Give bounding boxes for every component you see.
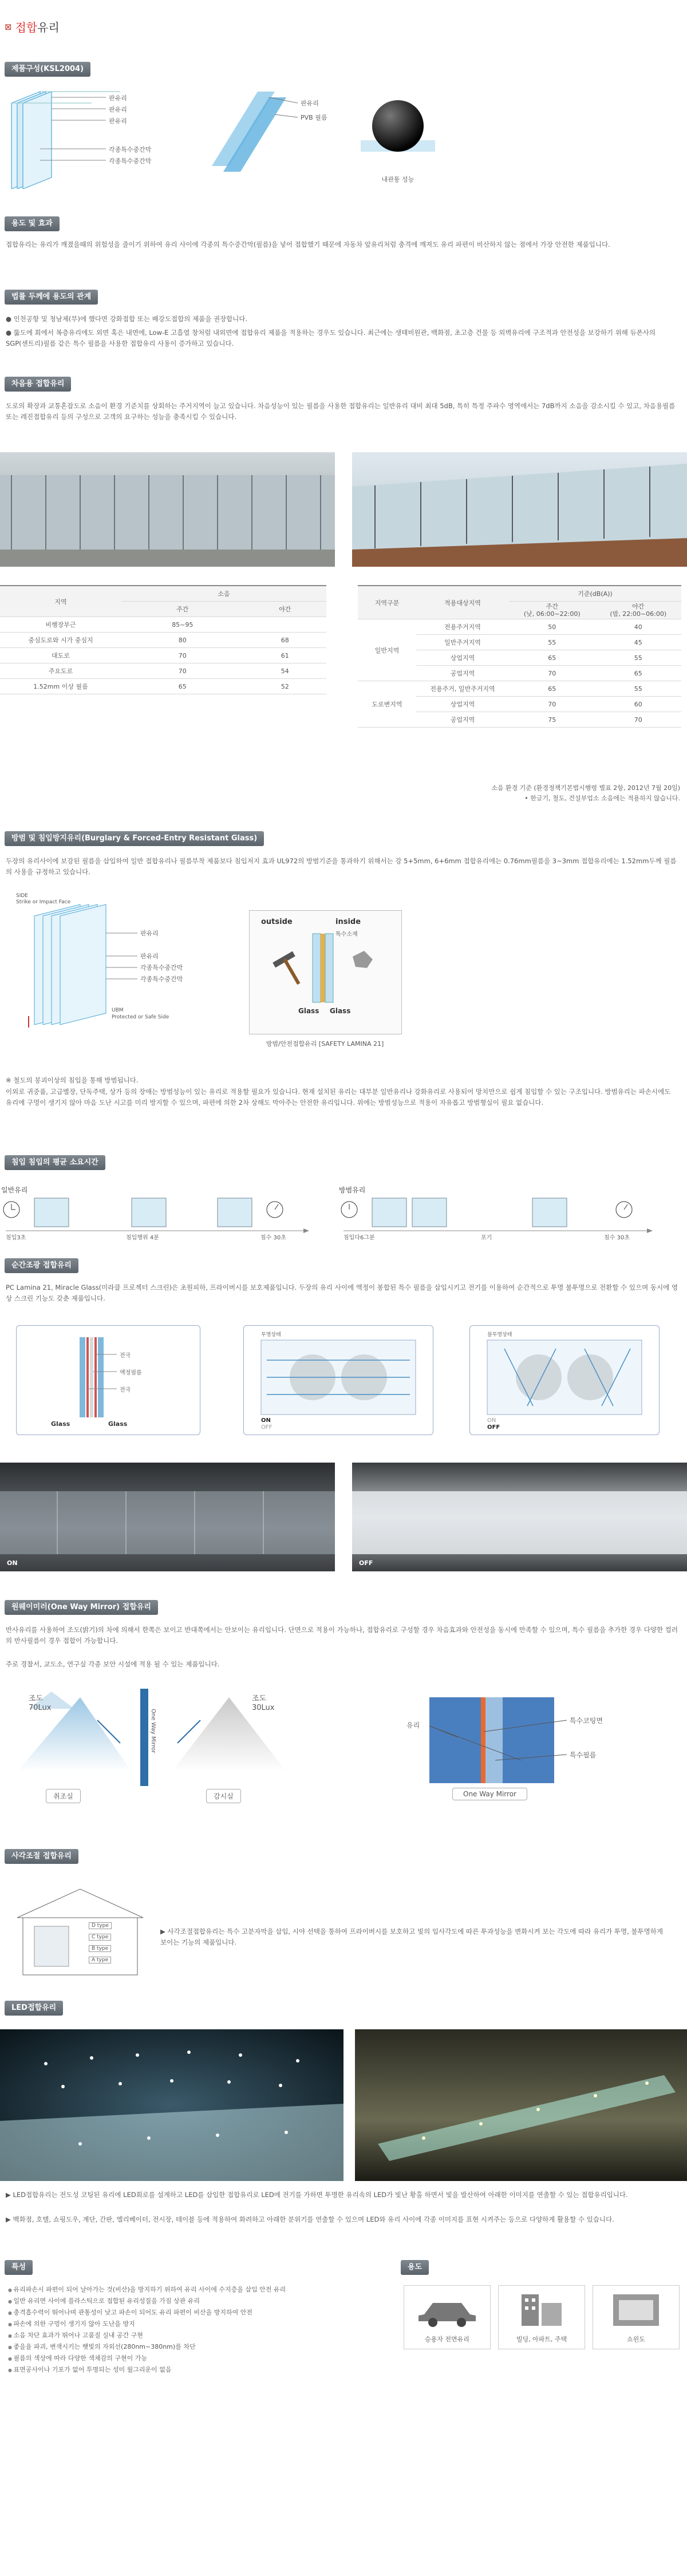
- noise-table-1: [0, 585, 326, 694]
- label-oneway-mirror: One Way Mirror: [452, 1788, 527, 1800]
- impact-caption: 내관통 성능: [381, 176, 414, 183]
- list-item: ● 충격흡수력이 뛰어나며 관통성이 낮고 파손이 되어도 유리 파편이 비산을 방지하여 안전: [8, 2307, 386, 2318]
- t2-col-day-sub: (낮, 06:00~22:00): [523, 610, 581, 618]
- safety-lamina-schema: [249, 910, 402, 1034]
- law-line-2: ● 뚫도에 회에서 복층유리에도 외면 혹은 내면에, Low-E 고흡열 창처럼 내외면에 접합유리 제품을 적용하는 경우도 있습니다. 최근에는 생태비원관, 백화점, 초고층 건물 등 외벽유리에 구조적과 안전성을 보강하기 위해 듀폰사의 SGP(센트리)필름 같은 특수 필름을 사용한 접합유리 사용이 증가하고 있습니다.: [6, 329, 656, 347]
- safety-lamina-caption: 방범/안전접합유리 [SAFETY LAMINA 21]: [266, 1040, 384, 1048]
- section-header-law: 법률 두께에 용도의 관계: [5, 290, 98, 305]
- timeline-general-mid: 침입행위 4분: [126, 1235, 159, 1241]
- section-header-usage: 용도: [401, 2260, 429, 2275]
- security-layers-diagram: [11, 893, 235, 1030]
- table-row: [0, 648, 326, 663]
- storefront-icon: [593, 2286, 679, 2332]
- security-note-2: 이외로 귀중품, 고급별장, 단독주택, 상가 등의 장애는 방범성능이 있는 유리로 적용할 필요가 있습니다. 현재 설치된 유리는 대부분 일반유리나 강화유리로 사용되어 망치만으로 쉽게 침입할 수 있는 구조입니다. 방범유리는 파손시에도 유리에 구멍이 생기지 않아 마음 도난 시고를 미리 방지할 수 있으며, 파편에 의한 2차 상해도 막아주는 안전한 유리입니다. 위에는 방범성능으로 적용이 자유롭고 방범형실이 필요 없습니다.: [6, 1088, 671, 1107]
- office-glass-off-illustration: [352, 1463, 687, 1571]
- room-interrogation: 취조실: [46, 1789, 81, 1803]
- label-glass: 유리: [406, 1721, 420, 1729]
- switch-diagram-structure: [16, 1325, 200, 1435]
- t2-col-night-sub: (밤, 22:00~06:00): [610, 610, 667, 618]
- timeline-secure-mid: 포기: [481, 1235, 492, 1241]
- table-cell: 공업지역: [416, 666, 509, 681]
- oneway-layer-diagram: [395, 1692, 647, 1812]
- label-glass-left: Glass: [51, 1420, 70, 1428]
- t2-col-target: 적용대상지역: [416, 586, 509, 619]
- office-glass-on-illustration: [0, 1463, 335, 1571]
- usage-showwindow-label: 쇼윈도: [627, 2336, 645, 2343]
- table-cell: 65: [509, 681, 595, 697]
- label-ubm: UBM: [112, 1008, 124, 1013]
- label-transparent-state: 투명상태: [261, 1332, 281, 1338]
- t2-col-night: 야간: [632, 603, 645, 610]
- table-cell: 60: [595, 697, 682, 712]
- label-safe-side: Protected or Safe Side: [112, 1014, 169, 1020]
- law-line-1: ● 인천공항 및 청남제(부)에 했다면 강화접합 또는 배강도접합의 제품을 권장합니다.: [6, 315, 248, 323]
- led-photo-1: [0, 2029, 344, 2181]
- table-cell: 상업지역: [416, 650, 509, 666]
- led-glass-illustration-2: [355, 2029, 687, 2181]
- label-special-film: 특수필름: [570, 1751, 597, 1759]
- list-item: ● 유리파손시 파편이 되어 날아가는 것(비산)을 방지하기 위하여 유리 사이에 수지층을 삽입 안전 유리: [8, 2284, 386, 2296]
- section-header-switchable: 순간조광 접합유리: [5, 1258, 78, 1273]
- led-photo-2: [355, 2029, 687, 2181]
- table-cell: 전용주거, 일반주거지역: [416, 681, 509, 697]
- type-d: D type: [89, 1922, 112, 1929]
- list-item: ● 표면공사이나 기포가 없어 투명되는 성미 월그리운이 없음: [8, 2364, 386, 2376]
- type-b: B type: [89, 1945, 111, 1952]
- soundwall-photo-1: [0, 452, 335, 567]
- opaque-state-illustration: [470, 1326, 659, 1435]
- timeline-secure-title: 방범유리: [339, 1186, 366, 1194]
- table-cell: 50: [509, 619, 595, 635]
- led-text-2: ▶ 백화점, 호텔, 쇼핑도우, 계단, 간판, 엘리베이터, 전시장, 테이블 등에 적용하여 화려하고 아래한 분위기를 연출할 수 있으며 LED와 유리 사이에 각종 이미지를 표현 시켜주는 등으로 다양하게 활용할 수 있습니다.: [6, 2215, 614, 2223]
- table-cell: 70: [509, 666, 595, 681]
- table-cell: 75: [509, 712, 595, 728]
- noise-note-1: 소음 환경 기준 (환경정책기본법시행령 별표 2항, 2012년 7월 20일): [491, 784, 680, 792]
- label-pane-b: 판유리: [140, 953, 159, 960]
- list-item: ● 좋을율 파괴, 변색시키는 햇빛의 자외선(280nm~380nm)를 차단: [8, 2341, 386, 2353]
- label-mirror-vertical: One Way Mirror: [150, 1709, 156, 1753]
- table-cell: 70: [121, 663, 244, 679]
- section-header-timeline: 침입 침입의 평균 소요시간: [5, 1155, 105, 1170]
- usage-card-car: [404, 2285, 491, 2349]
- table-row: [0, 679, 326, 694]
- building-icon: [11, 1883, 149, 1981]
- soundwall-photo-2: [352, 452, 687, 567]
- pvb-diagram: [200, 80, 344, 177]
- table-cell: 주요도로: [0, 663, 121, 679]
- t2-col-region: 지역구분: [358, 586, 416, 619]
- label-electrode-2: 전극: [120, 1387, 131, 1393]
- t2-group-roadside: 도로변지역: [358, 681, 416, 728]
- usage-car-label: 승용자 전면유리: [425, 2336, 469, 2343]
- switch-off-label-2: OFF: [487, 1424, 500, 1431]
- table-cell: 85~95: [121, 617, 244, 633]
- label-pvb-film: PVB 필름: [301, 114, 327, 121]
- table-cell: 대도로: [0, 648, 121, 663]
- switch-layer-illustration: [17, 1326, 200, 1435]
- noise-note-2: • 한글기, 철도, 건설부업소 소음에는 적용하지 않습니다.: [524, 795, 680, 802]
- laminated-layers-illustration: [6, 86, 195, 189]
- security-note-1: ※ 철도의 붕괴이상의 침입을 통해 방범됩니다.: [6, 1076, 139, 1084]
- table-cell: 비행장부근: [0, 617, 121, 633]
- led-text-1: ▶ LED접합유리는 전도성 코팅된 유리에 LED회로를 설계하고 LED를 삽입한 접합유리로 LED에 전기를 가하면 투명한 유리속의 LED가 빛난 황홀 하면서 빛을 발산하여 아래한 이미지를 연출할 수 있는 접합유리입니다.: [6, 2191, 628, 2199]
- list-item: ● 파손에 의한 구멍이 생기지 않아 도난을 방지: [8, 2318, 386, 2330]
- label-special-material: 특수소재: [335, 931, 358, 938]
- list-item: ● 필름의 색상에 따라 다양한 색채감의 구현이 가능: [8, 2353, 386, 2364]
- photo-off-label: OFF: [359, 1559, 373, 1567]
- soundproof-text: 도로의 확장과 교통혼잡도로 소음이 환경 기준치를 상회하는 주거지역이 늘고 있습니다. 차음성능이 있는 필름을 사용한 접합유리는 일반유리 대비 최대 5dB, 특히 특정 주파수 영역에서는 7dB까지 소음을 감소시킬 수 있고, 차음용필름 또는 레진접합유리 등의 구성으로 고객의 요구하는 성능을 충족시킬 수 있습니다.: [6, 402, 676, 421]
- table-cell: 65: [595, 666, 682, 681]
- timeline-general: [0, 1185, 321, 1239]
- building-icon: [499, 2286, 585, 2332]
- table-cell: 일반주거지역: [416, 635, 509, 650]
- steel-ball-icon: [355, 86, 441, 172]
- label-inside: inside: [335, 918, 361, 926]
- timeline-general-start: 침입3초: [6, 1235, 26, 1241]
- label-opaque-state: 불투명상태: [487, 1332, 512, 1338]
- car-icon: [404, 2286, 490, 2332]
- table-cell: 중심도로와 시가 중심지: [0, 633, 121, 648]
- table-cell: 54: [244, 663, 326, 679]
- section-header-structure: 제품구성(KSL2004): [5, 62, 90, 77]
- label-interlayer-a: 각종특수중간막: [140, 964, 183, 971]
- timeline-secure: [338, 1185, 658, 1239]
- timeline-general-end: 침수 30초: [260, 1235, 286, 1241]
- switchable-text: PC Lamina 21, Miracle Glass(미라클 프로젝터 스크린)은 초원피하, 프라이버시를 보호제품입니다. 두장의 유리 사이에 액정이 봉합된 특수 필름을 삽입시키고 전기를 이용하여 순간적으로 투명 불투명으로 전환할 수 있으며 동시에 영상 스크린 기능도 갖춘 제품입니다.: [6, 1283, 678, 1302]
- table-cell: 70: [595, 712, 682, 728]
- usage-building-label: 빌딩, 아파트, 주택: [516, 2336, 567, 2343]
- label-interlayer-b: 각종특수중간막: [140, 975, 183, 983]
- t1-col-noise: 소음: [121, 586, 326, 602]
- table-row: [358, 619, 681, 635]
- hammer-icon: [250, 911, 401, 1034]
- section-header-security: 방범 및 침입방지유리(Burglary & Forced-Entry Resistant Glass): [5, 831, 264, 846]
- title-rest: 유리: [37, 21, 60, 34]
- lux-observation: 조도 30Lux: [252, 1694, 275, 1712]
- label-interlayer-1: 각종특수중간막: [109, 146, 152, 153]
- section-header-led: LED접합유리: [5, 2001, 63, 2016]
- soundwall-illustration-2: [352, 452, 687, 567]
- table-row: [0, 617, 326, 633]
- table-cell: [244, 617, 326, 633]
- led-glass-illustration-1: [0, 2029, 344, 2181]
- lux-interrogation: 조도 70Lux: [29, 1694, 52, 1712]
- features-list: [8, 2284, 386, 2376]
- label-pane-a: 판유리: [140, 930, 159, 937]
- table-cell: 65: [509, 650, 595, 666]
- table-cell: 80: [121, 633, 244, 648]
- table-cell: 70: [509, 697, 595, 712]
- label-glass-1: Glass: [298, 1007, 319, 1015]
- transparent-state-illustration: [244, 1326, 433, 1435]
- t2-group-general: 일반지역: [358, 619, 416, 681]
- title-accent: 접합: [15, 21, 38, 34]
- timeline-secure-end: 침수 30초: [604, 1235, 630, 1241]
- table-cell: 65: [121, 679, 244, 694]
- type-a: A type: [89, 1957, 111, 1963]
- switch-on-label-2: ON: [487, 1417, 496, 1424]
- table-cell: 45: [595, 635, 682, 650]
- section-header-soundproof: 차음용 접합유리: [5, 377, 71, 392]
- section-header-oneway: 원웨이미러(One Way Mirror) 접합유리: [5, 1600, 158, 1615]
- uses-text: 접합유리는 유리가 깨졌을때의 위험성을 줄이기 위하여 유리 사이에 각종의 특수중간막(필름)을 넣어 접합했기 때문에 자동차 앞유리처럼 충격에 깨져도 유리 파편이 비산하지 않는 점에서 가장 안전한 제품입니다.: [6, 240, 610, 248]
- soundwall-illustration-1: [0, 452, 335, 567]
- timeline-secure-start: 침입다6그분: [344, 1235, 375, 1241]
- label-glass-2: Glass: [330, 1007, 351, 1015]
- t1-col-day: 주간: [121, 602, 244, 617]
- label-pane: 판유리: [301, 100, 319, 107]
- oneway-room-diagram: [11, 1686, 332, 1812]
- photo-on-label: ON: [7, 1559, 18, 1567]
- pvb-panes-illustration: [200, 80, 344, 177]
- t2-col-std: 기준(dB(A)): [509, 586, 681, 602]
- table-cell: 68: [244, 633, 326, 648]
- type-c: C type: [89, 1934, 111, 1941]
- table-row: [0, 663, 326, 679]
- label-lc-film: 액정필름: [120, 1370, 142, 1376]
- t2-col-day: 주간: [546, 603, 558, 610]
- label-special-coating: 특수코팅면: [570, 1717, 603, 1725]
- table-cell: 55: [509, 635, 595, 650]
- table-cell: 공업지역: [416, 712, 509, 728]
- label-pane-2: 판유리: [109, 106, 127, 113]
- table-row: [358, 681, 681, 697]
- timeline-general-title: 일반유리: [1, 1186, 28, 1194]
- switch-photo-off: [352, 1463, 687, 1571]
- usage-card-building: [498, 2285, 585, 2349]
- table-cell: 전용주거지역: [416, 619, 509, 635]
- t1-col-region: 지역: [0, 586, 121, 617]
- noise-table-2: [358, 585, 681, 728]
- security-text: 두장의 유리사이에 보강된 필름을 삽입하여 일반 접합유리나 필름부착 제품보다 침입저지 효과 UL972의 방범기준을 통과하기 위해서는 강 5+5mm, 6+6mm 접합유리에는 0.76mm필름을 3~3mm 접합유리에는 1.52mm두께 필름의 사용을 규정하고 있습니다.: [6, 857, 677, 876]
- label-interlayer-2: 각종특수중간막: [109, 157, 152, 165]
- section-header-uses: 용도 및 효과: [5, 216, 60, 231]
- label-pane-1: 판유리: [109, 94, 127, 102]
- table-cell: 상업지역: [416, 697, 509, 712]
- usage-card-showwindow: [593, 2285, 680, 2349]
- table-cell: 52: [244, 679, 326, 694]
- label-pane-3: 판유리: [109, 117, 127, 125]
- t1-col-night: 야간: [244, 602, 326, 617]
- label-side: SIDE: [16, 893, 28, 899]
- impact-ball-illustration: [355, 86, 441, 183]
- privacy-text: ▶ 사각조절접합유리는 특수 고분자막을 삽입, 시야 선택을 통하여 프라이버시를 보호하고 빛의 입사각도에 따른 투과성능을 변화시켜 보는 각도에 따라 유리가 투명, 불투명하게 보이는 기능의 제품입니다.: [160, 1927, 663, 1946]
- oneway-text-1: 반사유리를 사용하여 조도(밝기)의 차에 의해서 한쪽은 보이고 반대쪽에서는 안보이는 유리입니다. 단면으로 적용이 가능하나, 접합유리로 구성할 경우 차음효과와 안전성을 동시에 만족할 수 있으며, 특수 필름을 추가한 경우 다양한 컬러의 반사필름이 경우 접합이 가능합니다.: [6, 1626, 678, 1645]
- room-observation: 감시실: [206, 1789, 241, 1803]
- section-header-privacy: 사각조절 접합유리: [5, 1849, 78, 1864]
- table-cell: 1.52mm 이상 필름: [0, 679, 121, 694]
- list-item: ● 소음 차단 효과가 뛰어나 고품질 실내 공간 구현: [8, 2330, 386, 2341]
- label-strike-face: Strike or Impact Face: [16, 899, 71, 905]
- label-electrode-1: 전극: [120, 1353, 131, 1359]
- page-title: [5, 18, 60, 35]
- switch-diagram-transparent: [243, 1325, 433, 1435]
- table-cell: 70: [121, 648, 244, 663]
- table-cell: 55: [595, 681, 682, 697]
- switch-on-label-1: ON: [261, 1417, 271, 1424]
- switch-diagram-opaque: [469, 1325, 660, 1435]
- table-cell: 55: [595, 650, 682, 666]
- list-item: ● 일반 유리면 사이에 플라스틱으로 접합된 유리성질을 가짐 상관 유리: [8, 2296, 386, 2307]
- table-cell: 61: [244, 648, 326, 663]
- table-cell: 40: [595, 619, 682, 635]
- label-outside: outside: [261, 918, 293, 926]
- title-bullet-icon: ⊠: [5, 21, 12, 32]
- label-glass-right: Glass: [108, 1420, 128, 1428]
- oneway-text-2: 주로 경찰서, 교도소, 연구실 각종 보안 시설에 적용 될 수 있는 제품입니다.: [6, 1660, 220, 1668]
- table-row: [0, 633, 326, 648]
- section-header-features: 특성: [5, 2260, 33, 2275]
- privacy-building-diagram: [11, 1883, 149, 1981]
- structure-diagram: [6, 86, 195, 189]
- switch-photo-on: [0, 1463, 335, 1571]
- switch-off-label-1: OFF: [261, 1424, 273, 1431]
